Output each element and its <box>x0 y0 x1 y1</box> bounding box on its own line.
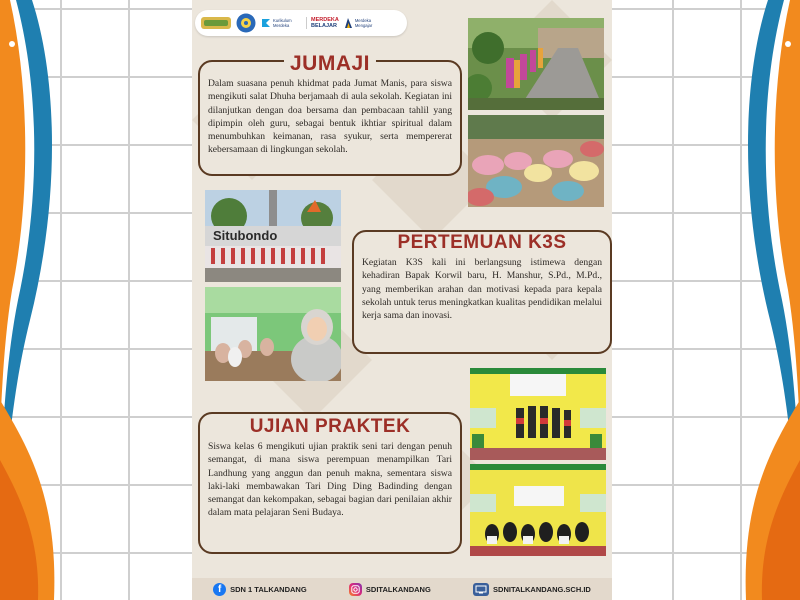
k3s-photo-classroom <box>205 287 341 381</box>
ujian-text: Siswa kelas 6 mengikuti ujian praktik seni tari dengan penuh semangat, di mana siswa perempuan menampilkan Tari Landhung yang anggun dan penuh makna, sementara siswa laki-laki membawakan Tari Ding Ding Badinding dengan semangat dan kekompakan, sebagai bagian dari penilaian akhir dalam mata pelajaran Seni Budaya. <box>208 441 452 519</box>
merdeka-belajar-line1: MERDEKA <box>311 17 339 23</box>
website-icon <box>473 583 489 596</box>
ujian-card <box>198 412 462 554</box>
jumaji-card <box>198 52 462 176</box>
ujian-title: UJIAN PRAKTEK <box>249 416 411 437</box>
right-decoration <box>740 0 800 600</box>
merdeka-belajar-logo <box>306 17 339 29</box>
footer-instagram-label: SDITALKANDANG <box>365 584 431 594</box>
merdeka-mengajar-text: Merdeka Mengajar <box>354 18 373 28</box>
merdeka-belajar-line2: BELAJAR <box>311 23 337 29</box>
jumaji-text: Dalam suasana penuh khidmat pada Jumat Manis, para siswa mengikuti salat Dhuha berjamaah di aula sekolah. Kegiatan ini dilanjutkan dengan doa bersama dan pembacaan tahlil yang dipimpin oleh guru, sebagai bentuk ikhtiar spiritual dalam menumbuhkan keimanan, rasa syukur, serta mempererat kebersamaan di lingkungan sekolah. <box>208 78 452 156</box>
jumaji-title: JUMAJI <box>284 52 376 76</box>
k3s-text: Kegiatan K3S kali ini berlangsung istimewa dengan kehadiran Bapak Korwil baru, H. Manshur, S.Pd., M.Pd., yang memberikan arahan dan motivasi kepada para kepala sekolah untuk terus meningkatkan kualitas pendidikan melalui kerja sama dan inovasi. <box>362 257 602 322</box>
footer-bar <box>192 578 612 600</box>
kurikulum-merdeka-logo <box>261 17 301 29</box>
ujian-photo-girls-dance <box>470 368 606 460</box>
merdeka-mengajar-logo <box>344 17 381 29</box>
footer-instagram[interactable] <box>349 583 431 596</box>
kurikulum-merdeka-text: Kurikulum Merdeka <box>273 18 292 28</box>
jumaji-photo-prayer-hall <box>468 115 604 207</box>
logo-bar <box>195 10 407 36</box>
left-decoration <box>0 0 60 600</box>
footer-website-label: SDNITALKANDANG.SCH.ID <box>493 584 591 594</box>
instagram-icon <box>349 583 362 596</box>
k3s-photo-group <box>205 190 341 282</box>
jumaji-photo-garden <box>468 18 604 110</box>
k3s-title: PERTEMUAN K3S <box>397 232 567 253</box>
facebook-icon: f <box>213 583 226 596</box>
ujian-photo-boys-dance <box>470 464 606 556</box>
footer-website[interactable] <box>473 583 591 596</box>
footer-facebook-label: SDN 1 TALKANDANG <box>230 584 307 594</box>
kemendikbud-logo <box>236 13 256 33</box>
tut-wuri-handayani-logo <box>201 15 231 31</box>
k3s-card <box>352 230 612 354</box>
situbondo-sign: Situbondo <box>213 228 278 243</box>
footer-facebook[interactable] <box>213 583 307 596</box>
